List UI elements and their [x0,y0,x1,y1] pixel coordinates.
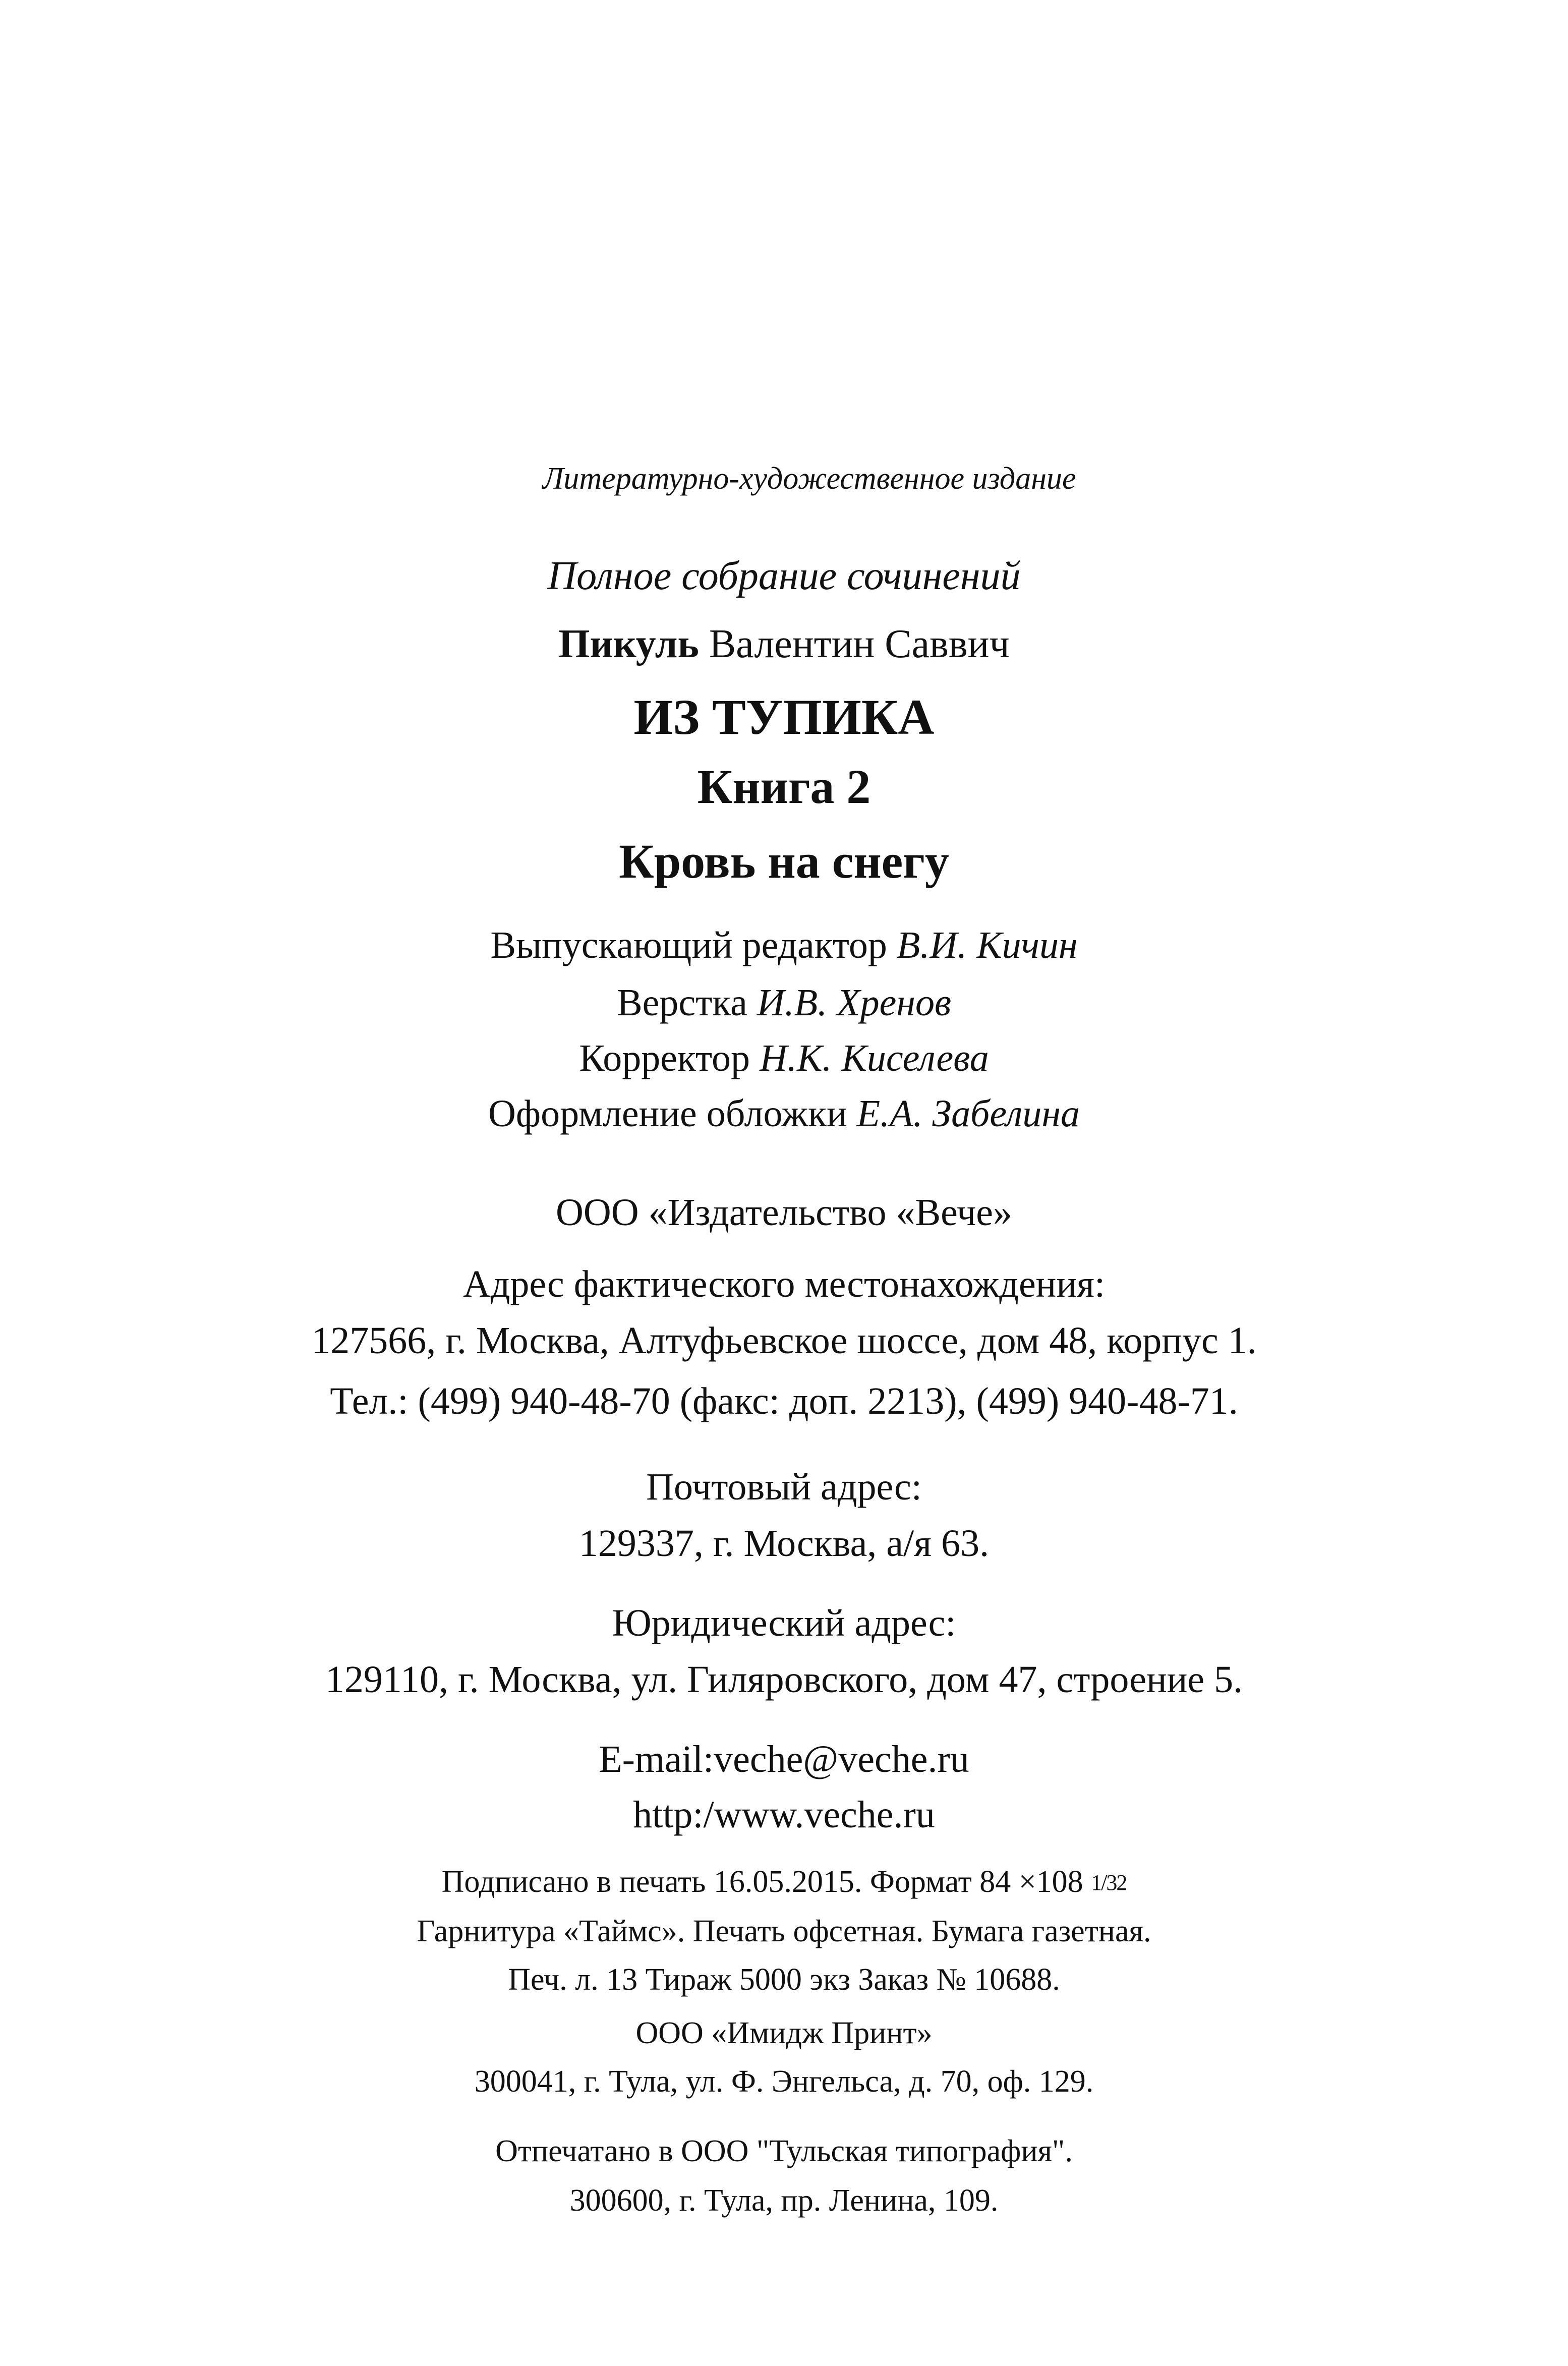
author-name [0,624,1568,664]
credit-person: Н.К. Киселева [760,1037,989,1079]
credit-person: Е.А. Забелина [856,1092,1080,1135]
legal-address: 129110, г. Москва, ул. Гиляровского, дом 47, строение 5. [325,1658,1243,1701]
credit-person: И.В. Хренов [757,982,952,1024]
book-subtitle: Кровь на снегу [619,834,949,888]
credit-person: В.И. Кичин [896,924,1078,966]
typeface-line: Гарнитура «Таймс». Печать офсетная. Бумага газетная. [417,1914,1151,1948]
book-number: Книга 2 [697,760,871,814]
credit-role: Верстка [616,982,747,1024]
publisher-name: ООО «Издательство «Вече» [556,1191,1012,1234]
postal-address-label: Почтовый адрес: [646,1466,922,1508]
author-given-names: Валентин Саввич [709,622,1010,666]
publisher-website: http:/www.veche.ru [633,1794,935,1836]
publisher-phones: Тел.: (499) 940-48-70 (факс: доп. 2213), (499) 940-48-71. [330,1380,1238,1422]
actual-address: 127566, г. Москва, Алтуфьевское шоссе, дом 48, корпус 1. [311,1319,1257,1362]
credit-role: Корректор [579,1037,750,1079]
typography-address: 300600, г. Тула, пр. Ленина, 109. [569,2183,999,2218]
format-fraction: 1/32 [1091,1870,1127,1895]
credit-editor [0,926,1568,964]
credit-layout [0,984,1568,1022]
publisher-email: E-mail:veche@veche.ru [599,1738,969,1780]
collection-title: Полное собрание сочинений [547,554,1021,598]
book-title: ИЗ ТУПИКА [633,689,935,745]
credit-cover-design [0,1094,1568,1133]
author-surname: Пикуль [558,622,699,666]
legal-address-label: Юридический адрес: [612,1602,956,1644]
signed-text: Подписано в печать 16.05.2015. Формат 84 ×108 [441,1865,1091,1899]
printer-address: 300041, г. Тула, ул. Ф. Энгельса, д. 70, оф. 129. [474,2064,1094,2099]
order-line: Печ. л. 13 Тираж 5000 экз Заказ № 10688. [508,1963,1060,1997]
signed-to-print [0,1866,1568,1897]
credit-role: Выпускающий редактор [490,924,887,966]
edition-type: Литературно-художественное издание [542,461,1076,496]
actual-address-label: Адрес фактического местонахождения: [462,1263,1106,1305]
credit-role: Оформление обложки [488,1092,847,1135]
credit-proofreader [0,1039,1568,1077]
postal-address: 129337, г. Москва, а/я 63. [578,1522,990,1565]
printer-name: ООО «Имидж Принт» [635,2016,933,2050]
typography-name: Отпечатано в ООО "Тульская типография". [495,2134,1073,2168]
